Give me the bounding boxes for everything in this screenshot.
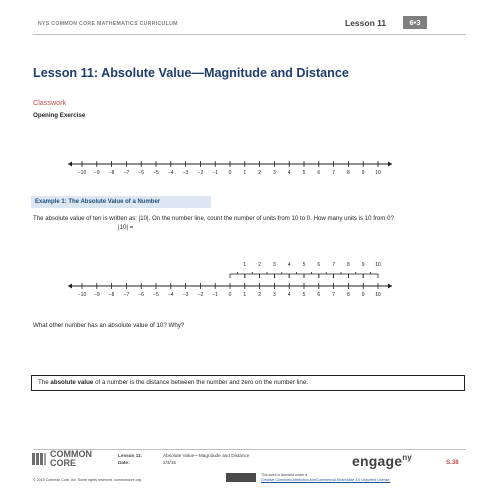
count-label: 10 bbox=[375, 262, 381, 268]
numberline1-tick-label: −8 bbox=[108, 170, 115, 176]
lesson-label: Lesson 11 bbox=[345, 18, 387, 28]
count-bracket bbox=[260, 274, 275, 278]
numberline1-tick-label: −9 bbox=[93, 170, 100, 176]
count-bracket bbox=[319, 274, 334, 278]
count-label: 1 bbox=[243, 262, 247, 268]
numberline2-right-arrow-icon bbox=[388, 284, 392, 289]
numberline2-tick-label: −9 bbox=[93, 292, 100, 298]
count-label: 7 bbox=[332, 262, 335, 268]
numberline2-tick-label: 2 bbox=[258, 292, 261, 298]
page-number: S.38 bbox=[446, 459, 459, 466]
followup-question: What other number has an absolute value of 10? Why? bbox=[33, 322, 185, 329]
count-bracket bbox=[348, 274, 363, 278]
numberline2-tick-label: 8 bbox=[347, 292, 350, 298]
count-label: 9 bbox=[361, 262, 365, 268]
numberline1-tick-label: −2 bbox=[197, 170, 204, 176]
count-label: 5 bbox=[302, 262, 306, 268]
example-equation: |10| = bbox=[118, 224, 134, 231]
engage-sup: ny bbox=[402, 453, 412, 462]
copyright-notice: © 2015 Common Core, Inc. Some rights reserved. commoncore.org bbox=[33, 478, 141, 482]
numberline1-tick-label: −1 bbox=[212, 170, 219, 176]
definition-term: absolute value bbox=[50, 379, 94, 386]
numberline1-tick-label: 4 bbox=[287, 170, 291, 176]
numberline1-tick-label: 3 bbox=[273, 170, 276, 176]
numberline2-tick-label: 7 bbox=[332, 292, 335, 298]
numberline1-right-arrow-icon bbox=[388, 162, 392, 167]
example-question: The absolute value of ten is written as: |10|. On the number line, count the number of units from 10 to 0. How many units is 10 from 0? bbox=[33, 215, 394, 222]
page-title: Lesson 11: Absolute Value—Magnitude and Distance bbox=[33, 66, 349, 80]
numberline1-tick-label: 2 bbox=[258, 170, 261, 176]
numberline1-tick-label: 0 bbox=[228, 170, 232, 176]
engageny-logo bbox=[352, 453, 412, 469]
definition-post: of a number is the distance between the number and zero on the number line. bbox=[93, 379, 309, 386]
numberline2-tick-label: 6 bbox=[317, 292, 321, 298]
count-bracket bbox=[334, 274, 349, 278]
footer-lesson-title: Absolute Value—Magnitude and Distance bbox=[163, 453, 250, 458]
numberline2-tick-label: 0 bbox=[228, 292, 232, 298]
engage-word: engage bbox=[352, 453, 403, 469]
numberline1-tick-label: 6 bbox=[317, 170, 321, 176]
numberline2-tick-label: 3 bbox=[273, 292, 276, 298]
number-line-example bbox=[0, 250, 495, 302]
count-label: 2 bbox=[258, 262, 261, 268]
count-bracket bbox=[274, 274, 289, 278]
numberline1-tick-label: 7 bbox=[332, 170, 335, 176]
grade-module-badge: 6•3 bbox=[403, 16, 427, 29]
numberline1-tick-label: −4 bbox=[167, 170, 174, 176]
license-notice bbox=[261, 473, 390, 483]
opening-exercise-heading: Opening Exercise bbox=[33, 112, 86, 119]
brand-line1: COMMON bbox=[50, 449, 92, 459]
license-link[interactable]: Creative Commons Attribution-NonCommercial-ShareAlike 3.0 Unported License. bbox=[261, 478, 391, 482]
numberline1-tick-label: 5 bbox=[302, 170, 306, 176]
numberline1-left-arrow-icon bbox=[68, 162, 72, 167]
numberline1-tick-label: −6 bbox=[138, 170, 145, 176]
numberline2-tick-label: −2 bbox=[197, 292, 204, 298]
count-bracket bbox=[304, 274, 319, 278]
footer-values bbox=[163, 452, 249, 466]
numberline2-tick-label: −4 bbox=[167, 292, 174, 298]
numberline2-tick-label: 5 bbox=[302, 292, 306, 298]
numberline1-tick-label: 1 bbox=[243, 170, 247, 176]
numberline2-tick-label: 10 bbox=[375, 292, 381, 298]
example-text bbox=[33, 214, 465, 231]
numberline2-tick-label: 4 bbox=[287, 292, 291, 298]
header-divider bbox=[33, 34, 466, 35]
numberline2-tick-label: −6 bbox=[138, 292, 145, 298]
numberline2-tick-label: 9 bbox=[361, 292, 365, 298]
numberline1-tick-label: −3 bbox=[182, 170, 189, 176]
footer-date: 2/3/15 bbox=[163, 460, 177, 465]
number-line-opening bbox=[0, 150, 495, 180]
numberline1-tick-label: 10 bbox=[375, 170, 381, 176]
numberline1-tick-label: 8 bbox=[347, 170, 350, 176]
numberline2-tick-label: 1 bbox=[243, 292, 247, 298]
common-core-logo-icon bbox=[32, 451, 46, 467]
brand-line2: CORE bbox=[50, 458, 77, 468]
numberline2-tick-label: −10 bbox=[77, 292, 87, 298]
count-bracket bbox=[289, 274, 304, 278]
count-label: 6 bbox=[317, 262, 321, 268]
footer-lesson-label: Lesson 11: bbox=[118, 453, 143, 458]
numberline2-tick-label: −8 bbox=[108, 292, 115, 298]
classwork-heading: Classwork bbox=[33, 98, 67, 107]
count-label: 3 bbox=[273, 262, 276, 268]
numberline1-tick-label: −10 bbox=[77, 170, 87, 176]
count-label: 8 bbox=[347, 262, 350, 268]
example-heading: Example 1: The Absolute Value of a Number bbox=[35, 199, 161, 205]
count-label: 4 bbox=[287, 262, 291, 268]
count-bracket bbox=[230, 274, 245, 278]
numberline2-tick-label: −3 bbox=[182, 292, 189, 298]
numberline2-tick-label: −1 bbox=[212, 292, 219, 298]
definition-text bbox=[38, 379, 308, 386]
creative-commons-badge-icon bbox=[226, 473, 256, 482]
footer-date-label: Date: bbox=[118, 460, 130, 465]
numberline2-tick-label: −7 bbox=[123, 292, 130, 298]
curriculum-header: NYS COMMON CORE MATHEMATICS CURRICULUM bbox=[38, 21, 178, 27]
count-bracket bbox=[363, 274, 378, 278]
common-core-brand bbox=[50, 450, 92, 468]
footer-labels bbox=[118, 452, 142, 466]
numberline2-tick-label: −5 bbox=[153, 292, 159, 298]
license-line1: This work is licensed under a bbox=[261, 473, 308, 477]
numberline1-tick-label: −7 bbox=[123, 170, 130, 176]
numberline1-tick-label: 9 bbox=[361, 170, 365, 176]
footer-divider bbox=[33, 449, 466, 450]
numberline1-tick-label: −5 bbox=[153, 170, 159, 176]
definition-pre: The bbox=[38, 379, 51, 386]
numberline2-left-arrow-icon bbox=[68, 284, 72, 289]
count-bracket bbox=[245, 274, 260, 278]
